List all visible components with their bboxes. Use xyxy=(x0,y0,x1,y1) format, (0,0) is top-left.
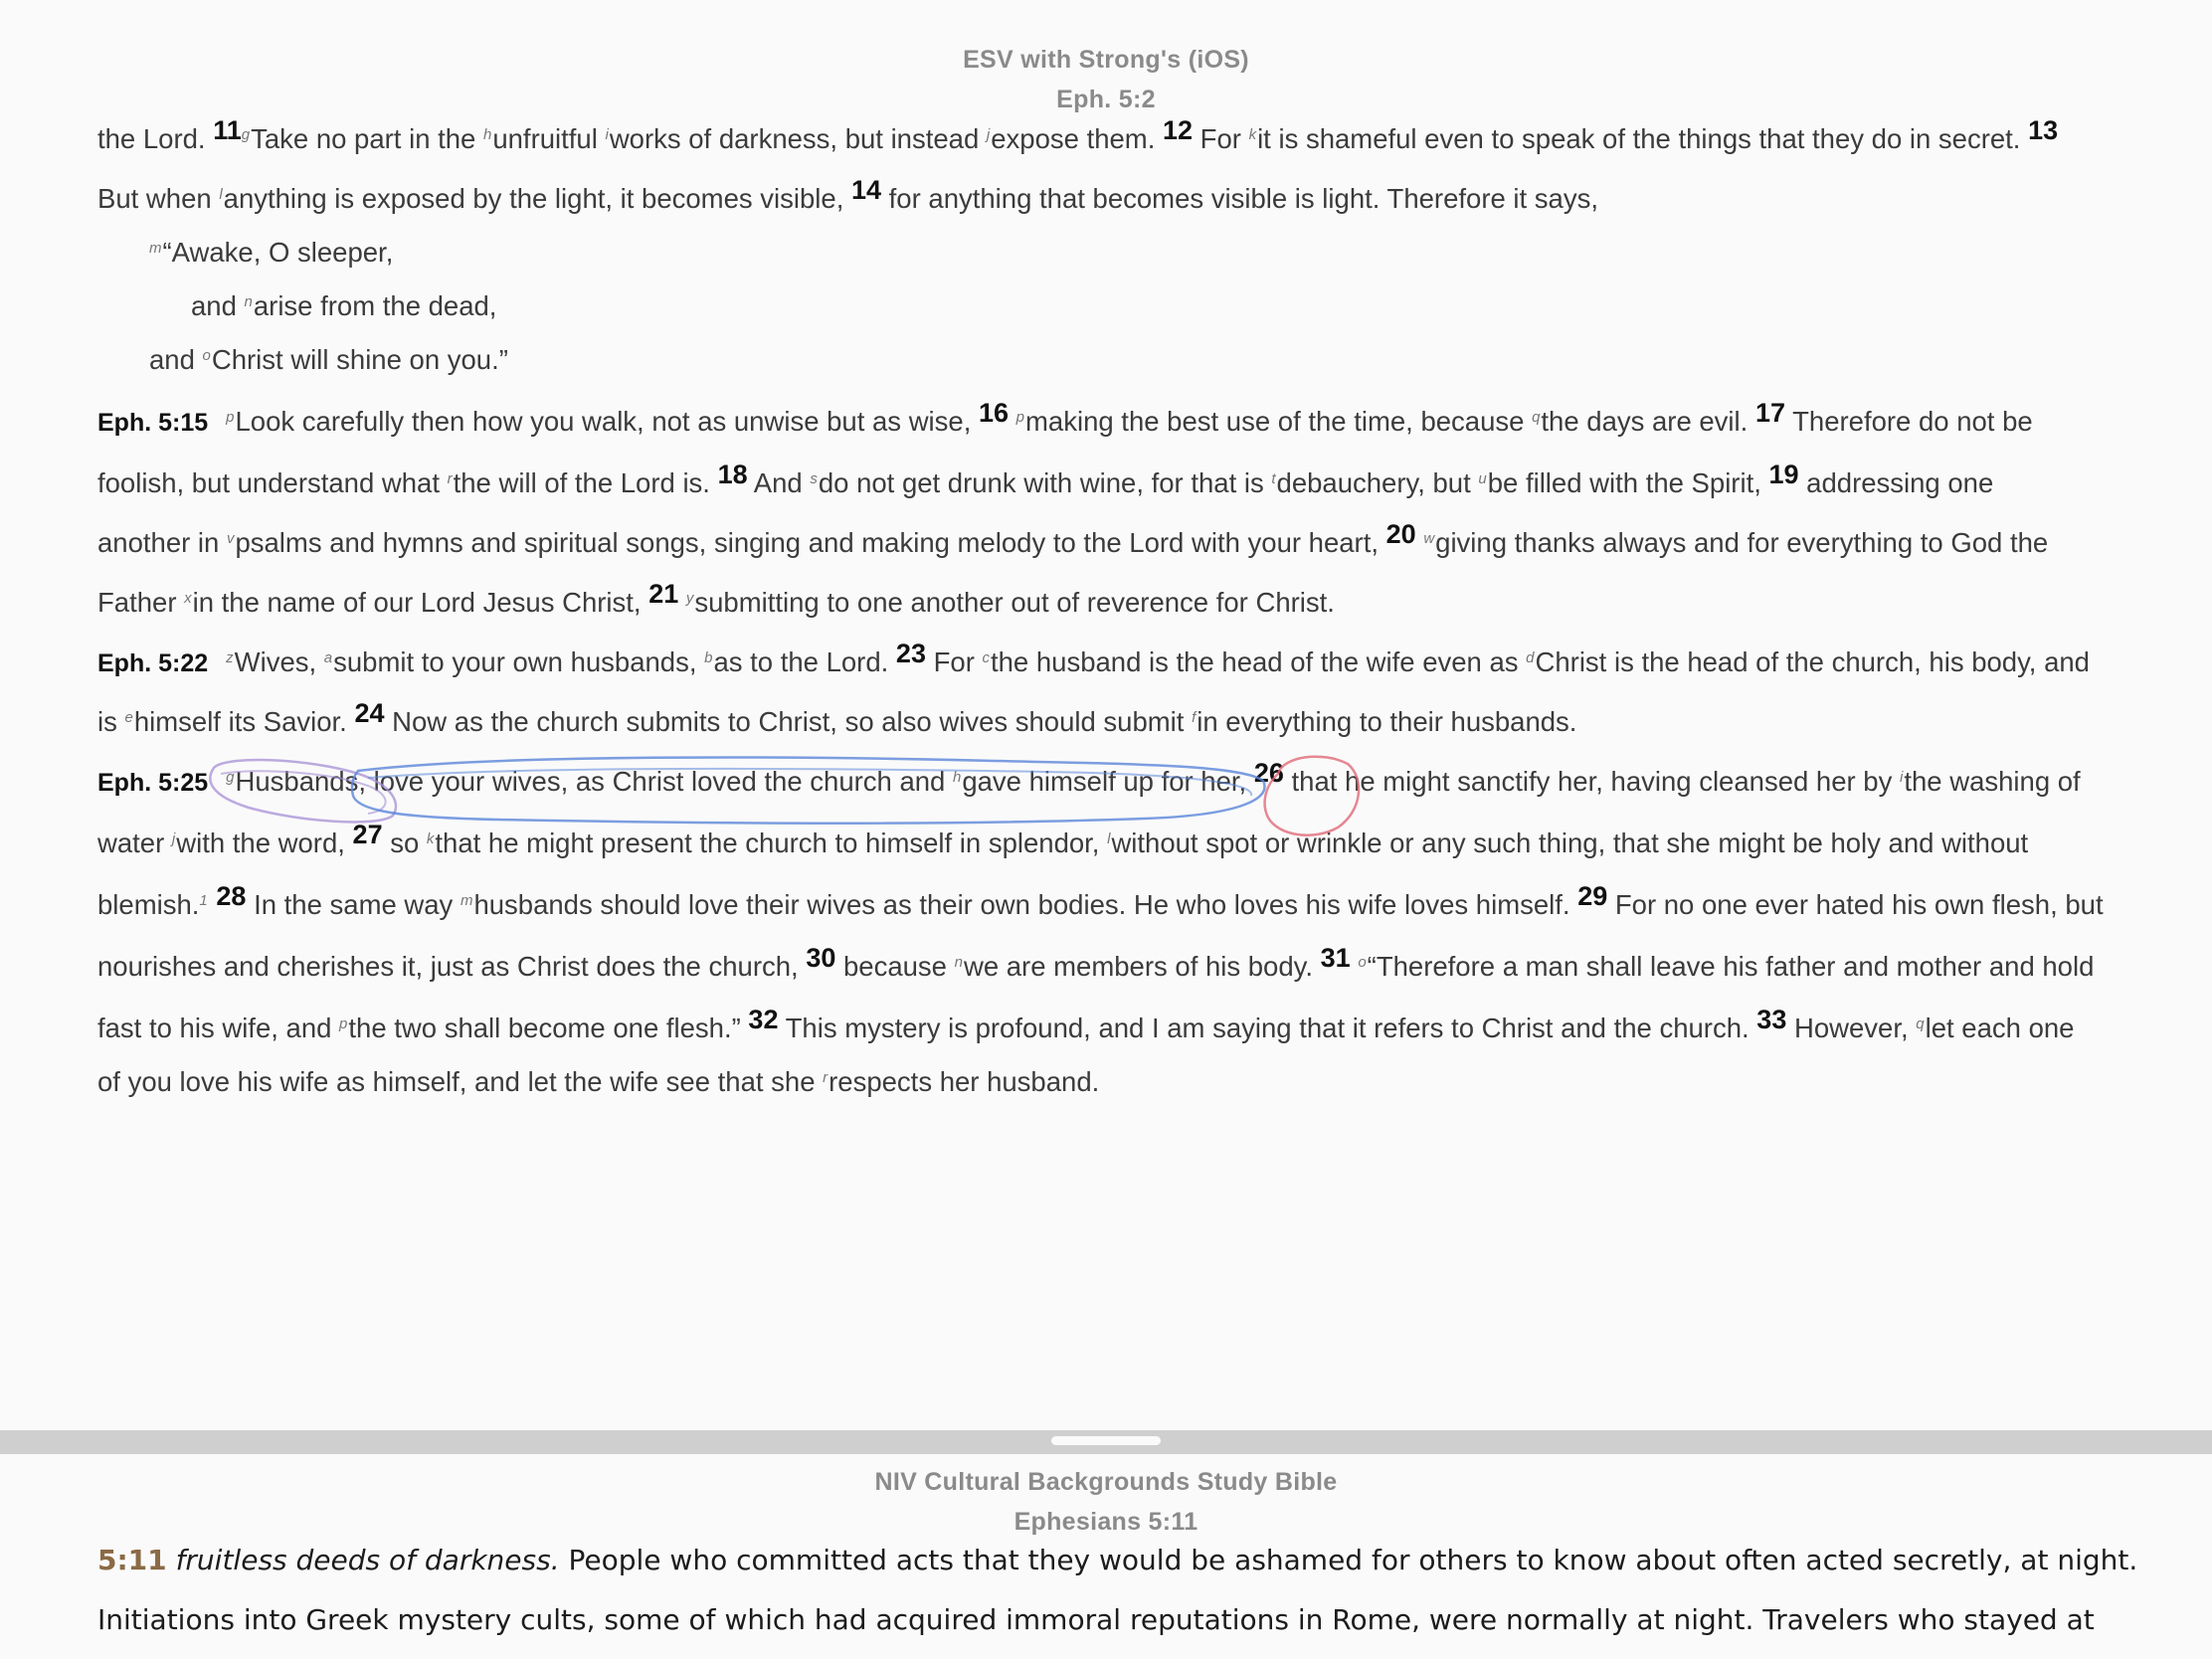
verse-number[interactable]: 19 xyxy=(1768,460,1799,489)
verse-number[interactable]: 11 xyxy=(213,115,242,145)
cross-reference-marker[interactable]: g xyxy=(226,769,235,786)
verse-text: we are members of his body. xyxy=(963,951,1321,982)
cross-reference-marker[interactable]: o xyxy=(202,347,211,364)
text-line[interactable] xyxy=(97,943,2095,983)
text-line[interactable] xyxy=(97,519,2049,559)
verse-text: so xyxy=(382,828,427,858)
text-line[interactable] xyxy=(97,1005,2075,1044)
cross-reference-marker[interactable]: g xyxy=(241,126,251,143)
text-line[interactable] xyxy=(149,237,393,269)
verse-text xyxy=(1009,406,1016,437)
cross-reference-marker[interactable]: m xyxy=(149,240,162,257)
verse-text: addressing one xyxy=(1798,467,1994,498)
verse-number[interactable]: 29 xyxy=(1577,881,1608,911)
verse-text: unfruitful xyxy=(492,123,606,154)
verse-text: that he might present the church to himself in splendor, xyxy=(435,828,1108,858)
verse-text: submitting to one another out of reverence for Christ. xyxy=(694,587,1335,618)
verse-text: However, xyxy=(1786,1013,1917,1043)
verse-text: foolish, but understand what xyxy=(97,467,448,498)
verse-text: making the best use of the time, because xyxy=(1025,406,1533,437)
verse-text: submit to your own husbands, xyxy=(333,646,705,677)
note-verse-ref[interactable]: 5:11 xyxy=(97,1544,167,1576)
verse-text: For no one ever hated his own flesh, but xyxy=(1607,889,2104,920)
verse-text: blemish. xyxy=(97,889,200,920)
current-location[interactable]: Eph. 5:2 xyxy=(1056,86,1156,113)
cross-reference-marker[interactable]: p xyxy=(339,1015,348,1032)
passage-reference[interactable]: Eph. 5:25 xyxy=(97,769,209,797)
text-line[interactable] xyxy=(97,698,1577,738)
verse-text: gave himself up for her, xyxy=(962,766,1254,797)
cross-reference-marker[interactable]: s xyxy=(810,470,818,487)
verse-text: that he might sanctify her, having cleansed her by xyxy=(1283,766,1900,797)
verse-text: the husband is the head of the wife even as xyxy=(991,646,1527,677)
verse-text: “Therefore a man shall leave his father and mother and hold xyxy=(1367,951,2095,982)
verse-text: for anything that becomes visible is light. Therefore it says, xyxy=(881,183,1598,214)
cross-reference-marker[interactable]: y xyxy=(685,590,694,607)
text-line[interactable] xyxy=(97,881,2104,921)
cross-reference-marker[interactable]: q xyxy=(1916,1015,1925,1032)
text-line[interactable] xyxy=(149,344,508,376)
verse-text: be filled with the Spirit, xyxy=(1487,467,1769,498)
cross-reference-marker[interactable]: z xyxy=(226,649,234,666)
verse-text: Christ is the head of the church, his body, and xyxy=(1535,646,2090,677)
verse-text: of you love his wife as himself, and let the wife see that she xyxy=(97,1066,824,1097)
verse-number[interactable]: 18 xyxy=(717,460,748,489)
cross-reference-marker[interactable]: j xyxy=(986,126,991,143)
verse-text: In the same way xyxy=(246,889,461,920)
verse-number[interactable]: 20 xyxy=(1385,519,1416,549)
verse-text: Now as the church submits to Christ, so also wives should submit xyxy=(384,706,1193,737)
study-note-line-2: Initiations into Greek mystery cults, some of which had acquired immoral reputations in Rome, were normally at night. Travelers who stayed at xyxy=(97,1603,2095,1636)
cross-reference-marker[interactable]: q xyxy=(1532,409,1541,426)
verse-text: anything is exposed by the light, it becomes visible, xyxy=(223,183,851,214)
text-line[interactable] xyxy=(191,290,496,322)
cross-reference-marker[interactable]: w xyxy=(1423,530,1435,547)
note-text: People who committed acts that they would be ashamed for others to know about often acted secretly, at night. xyxy=(559,1544,2138,1576)
study-note-location[interactable]: Ephesians 5:11 xyxy=(1014,1508,1198,1536)
text-line[interactable] xyxy=(97,398,2033,438)
verse-text: And xyxy=(747,467,811,498)
verse-number[interactable]: 16 xyxy=(978,398,1010,428)
verse-text: is xyxy=(97,706,125,737)
note-term: fruitless deeds of darkness. xyxy=(175,1544,560,1576)
verse-text: expose them. xyxy=(991,123,1163,154)
cross-reference-marker[interactable]: m xyxy=(460,892,473,909)
text-line[interactable] xyxy=(97,639,2090,678)
verse-text: respects her husband. xyxy=(829,1066,1100,1097)
verse-text: husbands should love their wives as their own bodies. He who loves his wife loves himself. xyxy=(473,889,1578,920)
verse-text: himself its Savior. xyxy=(133,706,355,737)
verse-text: Take no part in the xyxy=(251,123,483,154)
cross-reference-marker[interactable]: p xyxy=(226,409,235,426)
cross-reference-marker[interactable]: f xyxy=(1192,709,1197,726)
verse-text xyxy=(678,587,686,618)
cross-reference-marker[interactable]: h xyxy=(483,126,492,143)
verse-text: the two shall become one flesh.” xyxy=(348,1013,749,1043)
verse-number[interactable]: 17 xyxy=(1754,398,1785,428)
verse-text: the days are evil. xyxy=(1541,406,1755,437)
verse-text: and xyxy=(191,290,245,321)
cross-reference-marker[interactable]: p xyxy=(1015,409,1025,426)
verse-text: Husbands, love your wives, as Christ loved the church and xyxy=(235,766,953,797)
verse-text: as to the Lord. xyxy=(713,646,896,677)
cross-reference-marker[interactable]: b xyxy=(704,649,713,666)
verse-number[interactable]: 32 xyxy=(748,1005,779,1034)
cross-reference-marker[interactable]: n xyxy=(244,293,253,310)
cross-reference-marker[interactable]: t xyxy=(1271,470,1276,487)
cross-reference-marker[interactable]: u xyxy=(1478,470,1487,487)
verse-number[interactable]: 28 xyxy=(216,881,247,911)
verse-text: works of darkness, but instead xyxy=(609,123,987,154)
verse-text: But when xyxy=(97,183,220,214)
bible-version-title[interactable]: ESV with Strong's (iOS) xyxy=(963,46,1249,74)
verse-text: giving thanks always and for everything to God the xyxy=(1435,527,2049,558)
text-line[interactable] xyxy=(97,820,2029,859)
cross-reference-marker[interactable]: i xyxy=(1900,769,1904,786)
verse-text: For xyxy=(925,646,983,677)
cross-reference-marker[interactable]: x xyxy=(184,590,192,607)
study-note-line-1 xyxy=(97,1544,2137,1576)
verse-text: it is shameful even to speak of the things that they do in secret. xyxy=(1257,123,2029,154)
verse-text: the Lord. xyxy=(97,123,214,154)
cross-reference-marker[interactable]: v xyxy=(226,530,235,547)
verse-text: This mystery is profound, and I am saying that it refers to Christ and the church. xyxy=(778,1013,1757,1043)
verse-text: another in xyxy=(97,527,227,558)
verse-text: let each one xyxy=(1925,1013,2075,1043)
verse-number[interactable]: 24 xyxy=(354,698,385,728)
cross-reference-marker[interactable]: d xyxy=(1526,649,1535,666)
verse-number[interactable]: 33 xyxy=(1756,1005,1787,1034)
splitter-drag-handle[interactable] xyxy=(1051,1436,1161,1445)
cross-reference-marker[interactable]: l xyxy=(219,186,223,203)
passage-reference[interactable]: Eph. 5:22 xyxy=(97,649,209,677)
verse-text: Father xyxy=(97,587,185,618)
verse-text: and xyxy=(149,344,203,375)
cross-reference-marker[interactable]: e xyxy=(124,709,133,726)
verse-text: water xyxy=(97,828,172,858)
cross-reference-marker[interactable]: i xyxy=(605,126,609,143)
cross-reference-marker[interactable]: l xyxy=(1107,830,1111,847)
cross-reference-marker[interactable]: 1 xyxy=(199,892,208,909)
text-line[interactable] xyxy=(97,460,1994,499)
cross-reference-marker[interactable]: k xyxy=(426,830,435,847)
verse-number[interactable]: 14 xyxy=(850,175,882,205)
verse-number[interactable]: 27 xyxy=(352,820,383,849)
text-line[interactable] xyxy=(97,1066,1099,1098)
verse-text: Christ will shine on you.” xyxy=(211,344,508,375)
verse-text: nourishes and cherishes it, just as Christ does the church, xyxy=(97,951,807,982)
verse-text: debauchery, but xyxy=(1276,467,1479,498)
cross-reference-marker[interactable]: a xyxy=(323,649,333,666)
verse-text: Wives, xyxy=(234,646,324,677)
cross-reference-marker[interactable]: n xyxy=(954,954,963,971)
text-line[interactable] xyxy=(97,579,1335,619)
verse-text: “Awake, O sleeper, xyxy=(162,237,394,268)
cross-reference-marker[interactable]: k xyxy=(1248,126,1257,143)
verse-text: fast to his wife, and xyxy=(97,1013,340,1043)
verse-number[interactable]: 13 xyxy=(2028,115,2059,145)
cross-reference-marker[interactable]: j xyxy=(171,830,176,847)
verse-text: For xyxy=(1193,123,1249,154)
verse-text: in the name of our Lord Jesus Christ, xyxy=(192,587,649,618)
verse-number[interactable]: 12 xyxy=(1162,115,1194,145)
verse-text: the will of the Lord is. xyxy=(453,467,718,498)
verse-number[interactable]: 21 xyxy=(648,579,679,609)
study-notes-pane[interactable] xyxy=(0,1454,2212,1659)
text-line[interactable] xyxy=(97,175,1598,215)
cross-reference-marker[interactable]: r xyxy=(447,470,453,487)
verse-number[interactable]: 23 xyxy=(895,639,926,668)
cross-reference-marker[interactable]: h xyxy=(952,769,962,786)
verse-text: in everything to their husbands. xyxy=(1197,706,1577,737)
verse-text: psalms and hymns and spiritual songs, singing and making melody to the Lord with your heart, xyxy=(235,527,1386,558)
cross-reference-marker[interactable]: o xyxy=(1358,954,1367,971)
verse-text: with the word, xyxy=(176,828,353,858)
study-bible-title[interactable]: NIV Cultural Backgrounds Study Bible xyxy=(874,1468,1338,1496)
verse-number[interactable]: 26 xyxy=(1253,758,1284,788)
text-line[interactable] xyxy=(97,758,2081,798)
cross-reference-marker[interactable]: r xyxy=(823,1069,829,1086)
verse-number[interactable]: 31 xyxy=(1320,943,1351,973)
verse-text: the washing of xyxy=(1904,766,2081,797)
verse-number[interactable]: 30 xyxy=(806,943,836,973)
verse-text: Therefore do not be xyxy=(1784,406,2033,437)
text-line[interactable] xyxy=(97,115,2059,155)
passage-reference[interactable]: Eph. 5:15 xyxy=(97,409,209,437)
verse-text: because xyxy=(835,951,955,982)
verse-text: Look carefully then how you walk, not as unwise but as wise, xyxy=(235,406,979,437)
verse-text: without spot or wrinkle or any such thing, that she might be holy and without xyxy=(1111,828,2029,858)
verse-text: arise from the dead, xyxy=(253,290,497,321)
verse-text: do not get drunk with wine, for that is xyxy=(818,467,1272,498)
cross-reference-marker[interactable]: c xyxy=(982,649,990,666)
